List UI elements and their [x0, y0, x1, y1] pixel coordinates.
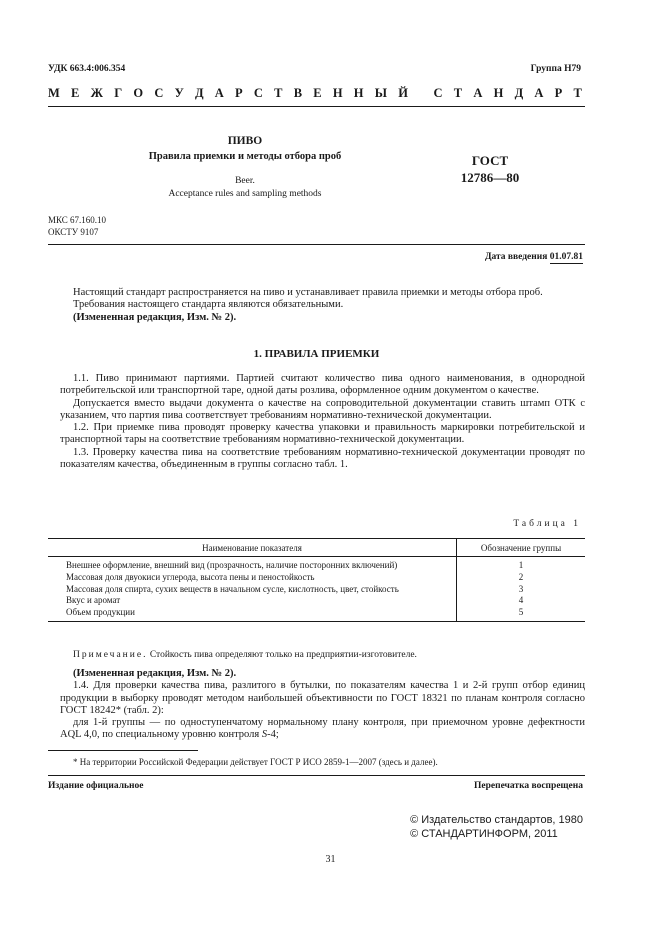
- clause-1-3: 1.3. Проверку качества пива на соответствие требованиям нормативно-технической документации проводят по показателям качества, объединенным в группы согласно табл. 1.: [60, 446, 585, 471]
- doc-subtitle: Правила приемки и методы отбора проб: [148, 151, 342, 162]
- table-cell-group: 3: [457, 584, 586, 596]
- banner-letter: Т: [453, 86, 463, 100]
- doc-title: ПИВО: [227, 135, 263, 147]
- banner-letter: Й: [398, 86, 408, 100]
- header-rule: [48, 106, 585, 107]
- banner-letter: У: [174, 86, 184, 100]
- table-note-label: Примечание.: [73, 650, 148, 660]
- banner-gap: [419, 86, 422, 101]
- udk-code: УДК 663.4:006.354: [48, 64, 126, 74]
- banner-letter: Г: [114, 86, 123, 100]
- table-row: [48, 595, 585, 607]
- section1-body: [60, 373, 585, 471]
- edition-label: Издание официальное: [48, 781, 144, 791]
- control-level-letter: S: [261, 729, 268, 741]
- banner-letter: Ж: [90, 86, 103, 100]
- table-cell-name: Вкус и аромат: [66, 595, 121, 606]
- clause-1-4-block: [60, 668, 585, 742]
- banner-letter: А: [473, 86, 483, 100]
- table-row: [48, 557, 585, 572]
- banner-letter: Т: [274, 86, 283, 100]
- banner-letter: С: [154, 86, 164, 100]
- clause-1-4: 1.4. Для проверки качества пива, разлитого в бутылки, по показателям качества 1 и 2-й групп отбор единиц продукции в выборку проводят методом наибольшей объективности по ГОСТ 18321 по планам контроля согласно ГОСТ 18242* (табл. 2):: [60, 680, 585, 716]
- copyright-line-2: © СТАНДАРТИНФОРМ, 2011: [410, 828, 558, 840]
- clause-1-4-group1-text: для 1-й группы — по одноступенчатому нормальному плану контроля, при приемочном уровне дефектности AQL 4,0, по специальному уровню контроля: [60, 717, 585, 741]
- footnote: * На территории Российской Федерации действует ГОСТ Р ИСО 2859-1—2007 (здесь и далее).: [73, 757, 438, 767]
- intro-paragraph-1: Настоящий стандарт распространяется на пиво и устанавливает правила приемки и методы отбора проб.: [73, 287, 543, 298]
- banner-letter: Д: [194, 86, 204, 100]
- table-cell-name: Объем продукции: [48, 607, 457, 621]
- table-cell-name: Массовая доля двуокиси углерода, высота пены и пеностойкость: [66, 571, 315, 582]
- banner-letter: О: [133, 86, 144, 100]
- table-cell-group: 2: [457, 572, 586, 584]
- copyright-line-1: © Издательство стандартов, 1980: [410, 814, 583, 826]
- banner-letter: Т: [573, 86, 582, 100]
- page-number: 31: [325, 854, 336, 865]
- title-block: [70, 135, 420, 199]
- banner-letter: Н: [353, 86, 364, 100]
- clause-1-4-group1: [60, 717, 585, 742]
- clause-1-1: 1.1. Пиво принимают партиями. Партией считают количество пива одного наименования, в однородной потребительской или транспортной таре, одной даты розлива, оформленное одним документом о качестве.: [60, 373, 585, 397]
- banner-letter: В: [293, 86, 303, 100]
- okstu-code: ОКСТУ 9107: [48, 227, 99, 237]
- banner-letter: Ы: [374, 86, 388, 100]
- intro-section: [60, 287, 585, 324]
- clause-1-2: 1.2. При приемке пива проводят проверку качества упаковки и правильность маркировки потребительской и транспортной тары на соответствие требованиям нормативно-технической документации.: [60, 422, 585, 446]
- copyright-block: [410, 813, 583, 841]
- table-note-text: Стойкость пива определяют только на предприятии-изготовителе.: [147, 650, 417, 660]
- banner-letter: А: [534, 86, 544, 100]
- intro-paragraph-2: Требования настоящего стандарта являются обязательными.: [73, 299, 344, 311]
- standard-banner: [48, 86, 582, 101]
- banner-letter: Е: [71, 86, 80, 100]
- intro-date: [485, 252, 583, 262]
- table-cell-group: 1: [457, 557, 586, 572]
- intro-amendment: (Измененная редакция, Изм. № 2).: [73, 311, 237, 323]
- table-cell-group: 5: [457, 607, 586, 621]
- intro-date-label: Дата введения: [484, 252, 548, 262]
- table-row: [48, 584, 585, 596]
- table-header-group: Обозначение группы: [457, 539, 586, 557]
- table-row: [48, 607, 585, 621]
- table-cell-name: Внешнее оформление, внешний вид (прозрачность, наличие посторонних включений): [66, 560, 398, 570]
- banner-letter: Е: [313, 86, 322, 100]
- gost-number: [430, 152, 550, 186]
- clause-1-4-group1-end: -4;: [267, 729, 279, 741]
- gost-label: ГОСТ: [471, 153, 509, 168]
- table-cell-group: 4: [457, 595, 586, 607]
- table-amendment: (Измененная редакция, Изм. № 2).: [73, 668, 237, 679]
- classification-codes: [48, 214, 106, 238]
- table-caption: Таблица 1: [513, 519, 581, 529]
- title-rule: [48, 244, 585, 245]
- quality-groups-table: [48, 538, 585, 622]
- reprint-notice: Перепечатка воспрещена: [473, 781, 583, 791]
- banner-letter: М: [48, 86, 60, 100]
- banner-letter: Р: [554, 86, 563, 100]
- table-cell-name: Массовая доля спирта, сухих веществ в начальном сусле, кислотность, цвет, стойкость: [66, 583, 399, 594]
- footer-rule: [48, 775, 585, 776]
- banner-letter: Н: [493, 86, 504, 100]
- clause-1-1-addition: Допускается вместо выдачи документа о качестве на сопроводительной документации ставить штамп ОТК с указанием, что партия пива соответствует требованиям нормативно-технической документации.: [60, 397, 585, 421]
- table-row: [48, 572, 585, 584]
- mks-code: МКС 67.160.10: [48, 215, 107, 225]
- banner-letter: Д: [514, 86, 524, 100]
- banner-letter: Р: [235, 86, 243, 100]
- table-note: [73, 650, 417, 660]
- banner-letter: А: [214, 86, 224, 100]
- group-code: Группа Н79: [530, 64, 581, 74]
- banner-letter: Н: [332, 86, 343, 100]
- banner-letter: С: [433, 86, 443, 100]
- footnote-rule: [48, 750, 198, 751]
- intro-date-value: 01.07.81: [549, 252, 583, 262]
- table-header-name: Наименование показателя: [48, 539, 457, 557]
- banner-letter: С: [253, 86, 263, 100]
- doc-subtitle-en: Acceptance rules and sampling methods: [168, 189, 322, 199]
- gost-code: 12786—80: [460, 170, 520, 185]
- section-heading: 1. ПРАВИЛА ПРИЕМКИ: [253, 348, 380, 360]
- doc-title-en: Beer.: [235, 176, 255, 186]
